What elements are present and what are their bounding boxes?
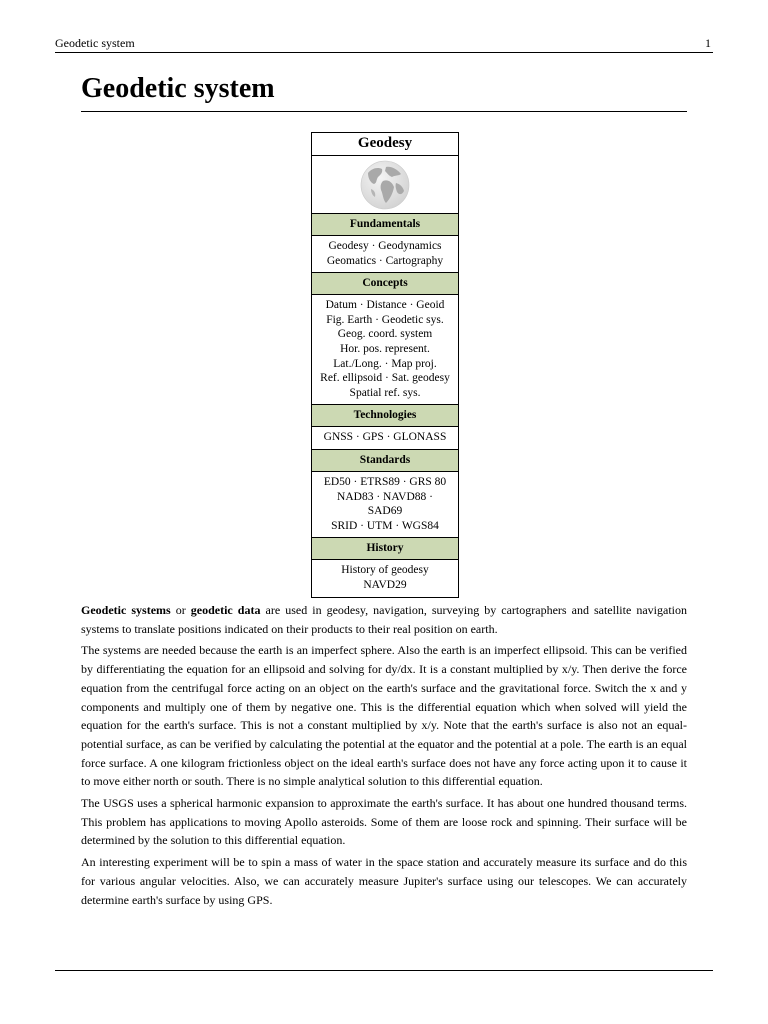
infobox-line: Geodesy · Geodynamics <box>328 240 442 252</box>
intro-connector: or <box>170 603 191 617</box>
infobox-section-body <box>312 236 458 273</box>
footer-rule <box>55 970 713 971</box>
infobox-line: ED50 · ETRS89 · GRS 80 <box>323 475 447 488</box>
intro-rest: are used in geodesy, navigation, surveying by cartographers and satellite navigation systems to translate positions indicated on their products to their real position on earth. <box>81 603 687 636</box>
running-title: Geodetic system <box>55 36 135 50</box>
infobox-line: History of geodesy <box>341 564 429 577</box>
body-paragraph: The USGS uses a spherical harmonic expansion to approximate the earth's surface. It has about one hundred thousand terms. This problem has applications to moving Apollo asteroids. Some of them are loose rock and spinning. Their surface will be determined by the solution to this differential equation. <box>81 796 687 848</box>
body-paragraph: An interesting experiment will be to spin a mass of water in the space station and accurately measure its surface and do this for various angular velocities. Also, we can accurately measure Jupiter's surface using our telescopes. We can accurately determine earth's surface by using GPS. <box>81 855 687 907</box>
infobox-line: GNSS · GPS · GLONASS <box>323 431 447 444</box>
infobox-line: Lat./Long. · Map proj. <box>333 357 437 370</box>
infobox-section-heading: History <box>312 538 458 560</box>
geodesy-infobox <box>311 132 459 598</box>
term-geodetic-systems: Geodetic systems <box>81 603 171 617</box>
infobox-section-body <box>312 472 458 538</box>
infobox-section-body <box>312 560 458 596</box>
infobox-section-body <box>312 427 458 450</box>
article-body <box>81 601 687 912</box>
infobox-line: Hor. pos. represent. <box>340 342 430 355</box>
infobox-line: Spatial ref. sys. <box>349 386 421 399</box>
infobox-section-body <box>312 295 458 405</box>
infobox-line: Ref. ellipsoid · Sat. geodesy <box>320 372 450 385</box>
infobox-section-heading: Concepts <box>312 273 458 295</box>
page-title: Geodetic system <box>81 72 687 112</box>
body-paragraph: The systems are needed because the earth is an imperfect sphere. Also the earth is an imperfect ellipsoid. This can be verified by differentiating the equation for an ellipsoid and solving for dy/dx. It is a constant multiplied by x/y. Then derive the force equation from the centrifugal force acting on an object on the earth's surface and the gravitational force. Switch the x and y components and multiply one of them by negative one. This is the differential equation which when solved will yield the equation for the earth's surface. This is not a constant multiplied by x/y. Note that the earth's surface is also not an equal-potential surface, as can be verified by calculating the potential at the equator and the potential at a pole. The earth is an equal force surface. A one kilogram frictionless object on the ideal earth's surface does not have any force acting upon it to cause it to move either north or south. There is no simple analytical solution to this differential equation. <box>81 643 687 789</box>
infobox-image <box>312 156 458 214</box>
infobox-line: Geog. coord. system <box>337 328 433 341</box>
infobox-line: NAD83 · NAVD88 · <box>337 490 433 503</box>
infobox-line: Geomatics · Cartography <box>326 254 444 267</box>
infobox-line: Fig. Earth · Geodetic sys. <box>326 313 444 326</box>
infobox-line: SRID · UTM · WGS84 <box>331 519 439 532</box>
page-number: 1 <box>705 36 711 50</box>
term-geodetic-data: geodetic data <box>190 603 261 617</box>
infobox-line: NAVD29 <box>363 578 407 591</box>
infobox-title: Geodesy <box>312 133 458 156</box>
intro-paragraph <box>81 601 687 638</box>
infobox-line: Datum · Distance · Geoid <box>325 299 445 312</box>
infobox-section-heading: Technologies <box>312 405 458 427</box>
infobox-section-heading: Standards <box>312 450 458 472</box>
infobox-line: SAD69 <box>367 505 403 518</box>
globe-icon <box>359 159 411 211</box>
infobox-section-heading: Fundamentals <box>312 214 458 236</box>
running-header <box>55 36 713 53</box>
